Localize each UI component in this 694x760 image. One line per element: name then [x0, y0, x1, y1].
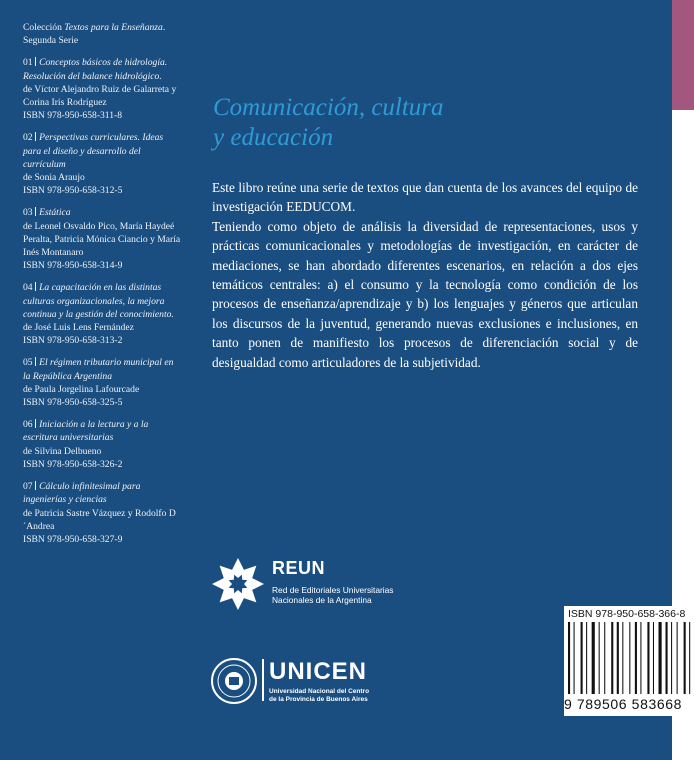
series-entry: 04 La capacitación en las distintas culturas organizacionales, la mejora continua y la gestión del conocimiento. de José Luis Lens Fernández ISBN 978-950-658-313-2 — [23, 282, 174, 347]
series-entry: 01 Conceptos básicos de hidrología. Resolución del balance hidrológico. de Víctor Alejandro Ruiz de Galarreta y Corina Iris Rodríguez ISBN 978-950-658-311-8 — [23, 57, 177, 122]
reun-logo — [210, 556, 394, 617]
unicen-name: UNICEN — [269, 658, 368, 685]
series-heading: Colección Textos para la Enseñanza. Segunda Serie — [23, 22, 166, 47]
separator-bar — [35, 282, 37, 291]
series-entry: 06 Iniciación a la lectura y a la escritura universitarias de Silvina Delbueno ISBN 978-950-658-326-2 — [23, 419, 149, 470]
unicen-seal-icon — [209, 656, 259, 706]
synopsis — [212, 178, 638, 372]
series-list — [23, 21, 183, 555]
separator-bar — [35, 419, 37, 428]
divider — [262, 659, 264, 701]
unicen-logo — [209, 656, 370, 711]
synopsis-paragraph: Teniendo como objeto de análisis la diversidad de representaciones, usos y prácticas comunicacionales y metodologías de investigación, en carácter de mediaciones, se han abordado diferentes escenarios, en relación a dos ejes temáticos centrales: a) el consumo y la tecnología como condición de los procesos de enseñanza/aprendizaje y b) los lenguajes y géneros que articulan los discursos de la juventud, generando nuevas exclusiones e inclusiones, en tanto ponen de manifiesto los procesos de diferenciación social y de desigualdad como articuladores de la subjetividad. — [212, 218, 638, 370]
barcode — [564, 606, 694, 716]
series-entry: 02 Perspectivas curriculares. Ideas para el diseño y desarrollo del currículum de Sonia Araujo ISBN 978-950-658-312-5 — [23, 132, 164, 197]
separator-bar — [35, 207, 37, 216]
series-entry: 03 Estática de Leonel Osvaldo Pico, María Haydeé Peralta, Patricia Mónica Ciancio y María Inés Montanaro ISBN 978-950-658-314-9 — [23, 207, 181, 272]
synopsis-paragraph: Este libro reúne una serie de textos que dan cuenta de los avances del equipo de investigación EEDUCOM. — [212, 180, 638, 215]
reun-star-icon — [210, 556, 266, 612]
separator-bar — [35, 481, 37, 490]
barcode-isbn-label: ISBN 978-950-658-366-8 — [568, 608, 686, 620]
magenta-tab — [672, 0, 694, 110]
reun-name: REUN — [272, 558, 326, 578]
series-entry: 07 Cálculo infinitesimal para ingenierías y ciencias de Patricia Sastre Vázquez y Rodolfo D´Andrea ISBN 978-950-658-327-9 — [23, 481, 176, 545]
book-title: Comunicación, cultura y educación — [213, 94, 444, 151]
barcode-bars — [566, 622, 692, 696]
separator-bar — [35, 357, 37, 366]
series-entry: 05 El régimen tributario municipal en la República Argentina de Paula Jorgelina Lafourcade ISBN 978-950-658-325-5 — [23, 357, 174, 409]
separator-bar — [35, 132, 37, 141]
unicen-subtitle: Universidad Nacional del Centro de la Provincia de Buenos Aires — [269, 688, 370, 703]
barcode-digits: 9 789506 583668 — [564, 696, 682, 712]
reun-subtitle: Red de Editoriales Universitarias Nacionales de la Argentina — [272, 585, 394, 605]
separator-bar — [35, 57, 37, 66]
